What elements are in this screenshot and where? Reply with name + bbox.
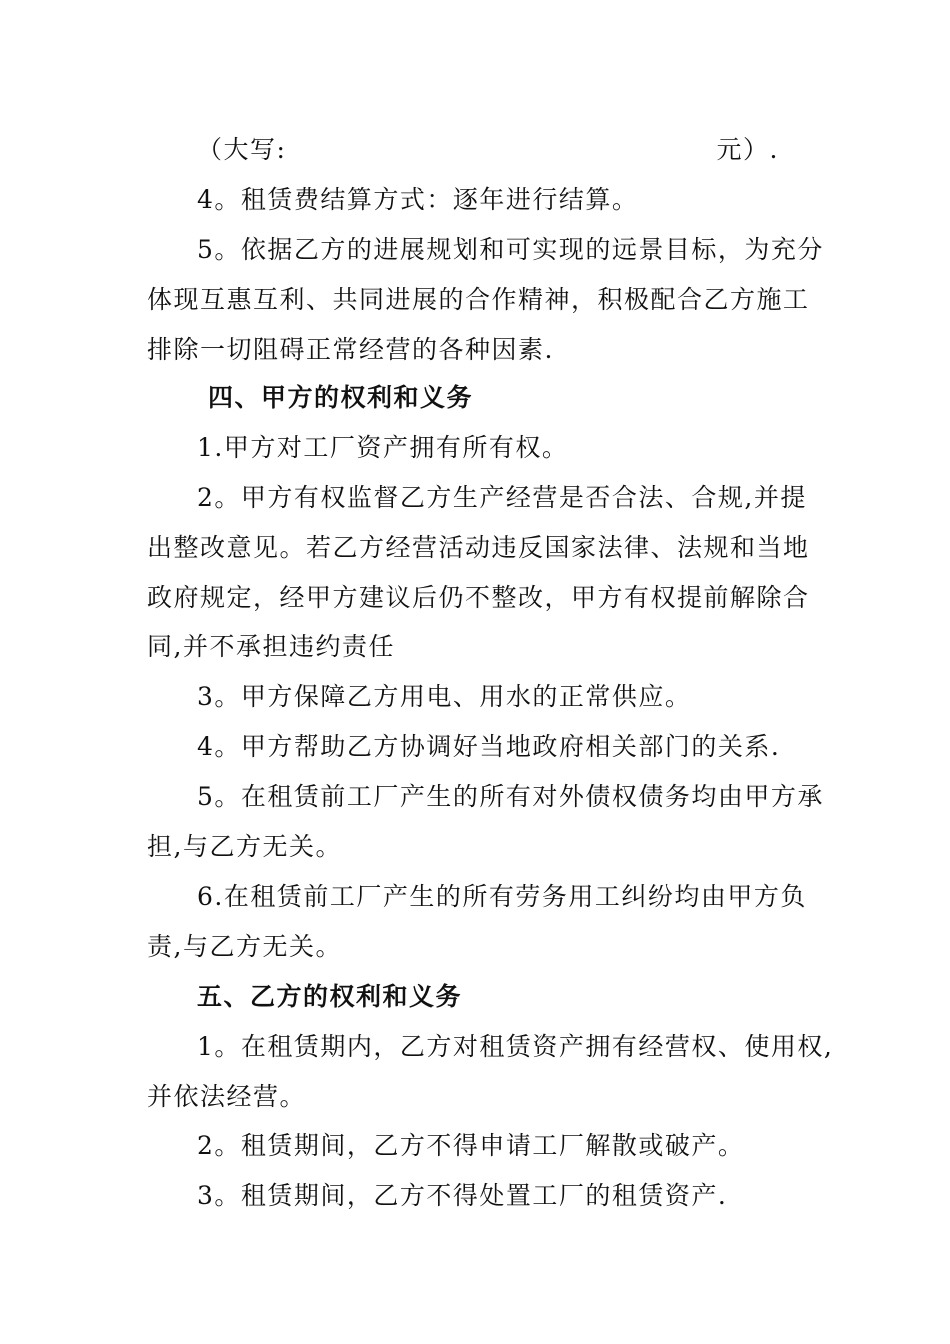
clause-5-3: 3。租赁期间，乙方不得处置工厂的租赁资产.: [197, 1181, 728, 1210]
section-heading-5: 五、乙方的权利和义务: [197, 982, 463, 1011]
clause-4-2: 2。甲方有权监督乙方生产经营是否合法、合规,并提: [197, 483, 807, 512]
amount-label: （大写:: [197, 135, 287, 164]
amount-in-words-line: [197, 135, 877, 165]
clause-3-4: 4。租赁费结算方式：逐年进行结算。: [197, 185, 639, 214]
clause-5-2: 2。租赁期间，乙方不得申请工厂解散或破产。: [197, 1131, 745, 1160]
clause-3-5: 5。依据乙方的进展规划和可实现的远景目标，为充分: [197, 235, 824, 264]
clause-5-1: 1。在租赁期内，乙方对租赁资产拥有经营权、使用权,: [197, 1032, 834, 1061]
clause-4-4: 4。甲方帮助乙方协调好当地政府相关部门的关系.: [197, 732, 781, 761]
clause-4-3: 3。甲方保障乙方用电、用水的正常供应。: [197, 682, 692, 711]
clause-4-2-cont-3: 同,并不承担违约责任: [147, 632, 395, 661]
clause-4-5: 5。在租赁前工厂产生的所有对外债权债务均由甲方承: [197, 782, 824, 811]
clause-4-5-cont: 担,与乙方无关。: [147, 832, 342, 861]
section-heading-4: 四、甲方的权利和义务: [208, 383, 474, 412]
clause-5-1-cont: 并依法经营。: [147, 1082, 307, 1111]
clause-3-5-cont-1: 体现互惠互利、共同进展的合作精神，积极配合乙方施工: [147, 285, 810, 314]
clause-4-6: 6.在租赁前工厂产生的所有劳务用工纠纷均由甲方负: [197, 882, 807, 911]
clause-4-2-cont-2: 政府规定，经甲方建议后仍不整改，甲方有权提前解除合: [147, 583, 810, 612]
clause-4-6-cont: 责,与乙方无关。: [147, 932, 342, 961]
clause-4-2-cont-1: 出整改意见。若乙方经营活动违反国家法律、法规和当地: [147, 533, 810, 562]
clause-4-1: 1.甲方对工厂资产拥有所有权。: [197, 433, 569, 462]
clause-3-5-cont-2: 排除一切阻碍正常经营的各种因素.: [147, 335, 554, 364]
amount-unit: 元）.: [716, 135, 779, 164]
